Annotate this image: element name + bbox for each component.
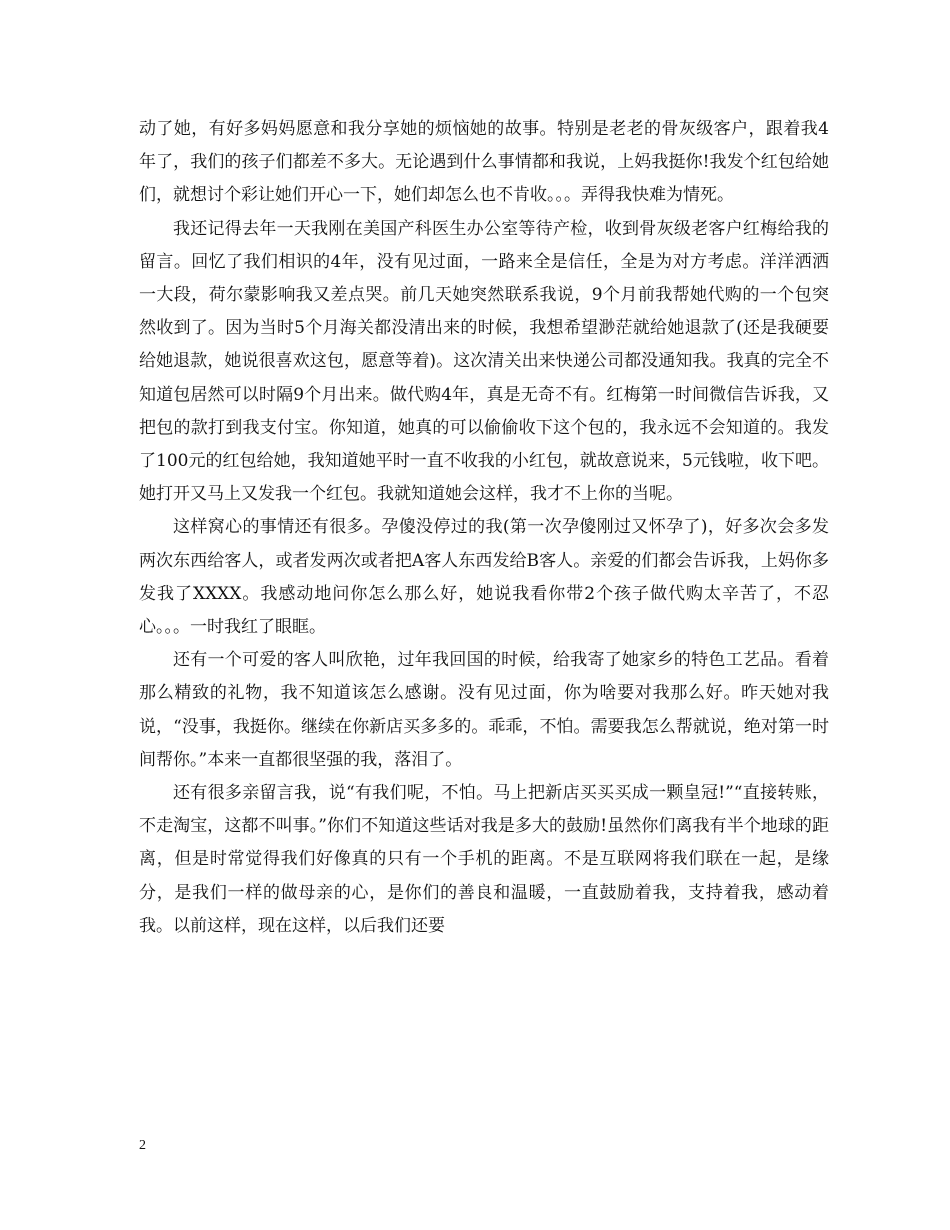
paragraph-2: 我还记得去年一天我刚在美国产科医生办公室等待产检，收到骨灰级老客户红梅给我的留言。回忆了我们相识的4年，没有见过面，一路来全是信任，全是为对方考虑。洋洋洒洒一大段，荷尔蒙影响我又差点哭。前几天她突然联系我说，9个月前我帮她代购的一个包突然收到了。因为当时5个月海关都没清出来的时候，我想希望渺茫就给她退款了(还是我硬要给她退款，她说很喜欢这包，愿意等着)。这次清关出来快递公司都没通知我。我真的完全不知道包居然可以时隔9个月出来。做代购4年，真是无奇不有。红梅第一时间微信告诉我，又把包的款打到我支付宝。你知道，她真的可以偷偷收下这个包的，我永远不会知道的。我发了100元的红包给她，我知道她平时一直不收我的小红包，就故意说来，5元钱啦，收下吧。她打开又马上又发我一个红包。我就知道她会这样，我才不上你的当呢。 [139,218,829,505]
paragraph-5: 还有很多亲留言我，说“有我们呢，不怕。马上把新店买买买成一颗皇冠!”“直接转账，不走淘宝，这都不叫事。”你们不知道这些话对我是多大的鼓励!虽然你们离我有半个地球的距离，但是时常觉得我们好像真的只有一个手机的距离。不是互联网将我们联在一起，是缘分，是我们一样的做母亲的心，是你们的善良和温暖，一直鼓励着我，支持着我，感动着我。以前这样，现在这样，以后我们还要 [139,783,829,936]
body-text [139,113,829,943]
paragraph-4: 还有一个可爱的客人叫欣艳，过年我回国的时候，给我寄了她家乡的特色工艺品。看着那么精致的礼物，我不知道该怎么感谢。没有见过面，你为啥要对我那么好。昨天她对我说，“没事，我挺你。继续在你新店买多多的。乖乖，不怕。需要我怎么帮就说，绝对第一时间帮你。”本来一直都很坚强的我，落泪了。 [139,650,829,770]
paragraph-1: 动了她，有好多妈妈愿意和我分享她的烦恼她的故事。特别是老老的骨灰级客户，跟着我4年了，我们的孩子们都差不多大。无论遇到什么事情都和我说，上妈我挺你!我发个红包给她们，就想讨个彩让她们开心一下，她们却怎么也不肯收。。。弄得我快难为情死。 [139,119,829,206]
paragraph-3: 这样窝心的事情还有很多。孕傻没停过的我(第一次孕傻刚过又怀孕了)，好多次会多发两次东西给客人，或者发两次或者把A客人东西发给B客人。亲爱的们都会告诉我，上妈你多发我了XXXX。我感动地问你怎么那么好，她说我看你带2个孩子做代购太辛苦了，不忍心。。。一时我红了眼眶。 [139,517,829,638]
page-number: 2 [139,1138,146,1153]
